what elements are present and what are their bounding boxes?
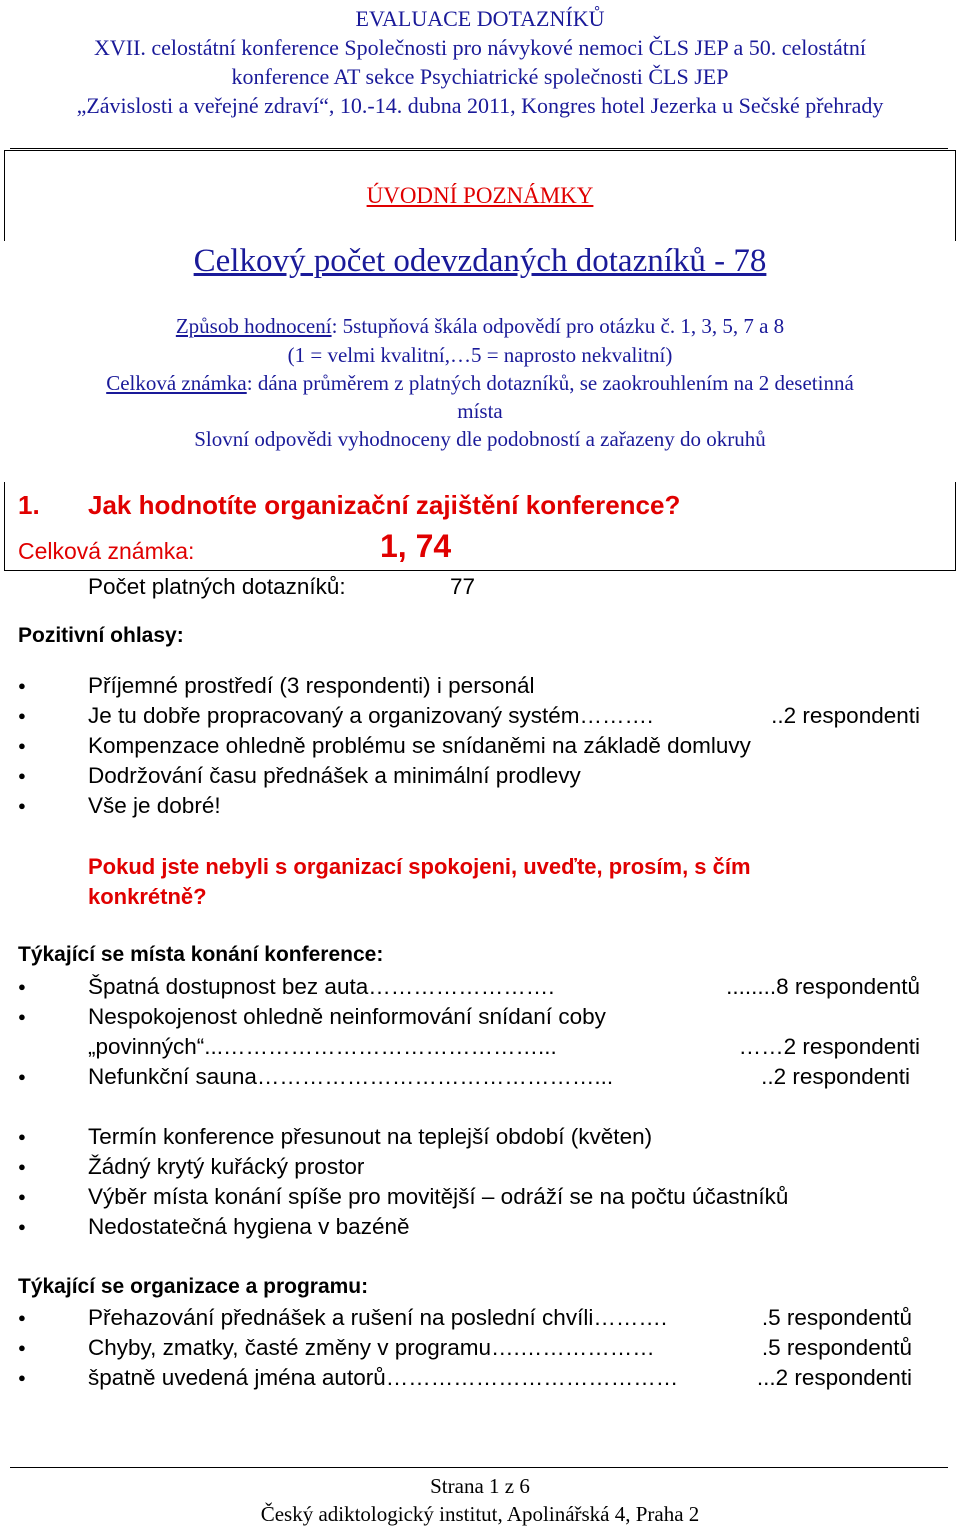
header-line-3: konference AT sekce Psychiatrické společnosti ČLS JEP	[231, 64, 729, 89]
grade-line	[0, 371, 960, 396]
header-title: EVALUACE DOTAZNÍKŮ	[355, 6, 605, 31]
list-item: ● Nespokojenost ohledně neinformování snídaní coby	[18, 1002, 940, 1032]
verbal-line: Slovní odpovědi vyhodnoceny dle podobností a zařazeny do okruhů	[194, 427, 766, 451]
method-line	[0, 314, 960, 339]
page-number: Strana 1 z 6	[430, 1474, 530, 1498]
grade-value: 1, 74	[380, 528, 452, 564]
total-count: Celkový počet odevzdaných dotazníků - 78	[193, 243, 767, 279]
list-item: ● Chyby, zmatky, časté změny v programu….……………… .5 respondentů	[18, 1333, 940, 1363]
list-item: ● Vše je dobré!	[18, 791, 940, 821]
venue-heading: Týkající se místa konání konference:	[18, 943, 384, 966]
sub-question: Pokud jste nebyli s organizací spokojeni, uveďte, prosím, s čím konkrétně?	[88, 854, 751, 909]
footer-address: Český adiktologický institut, Apolinářská 4, Praha 2	[260, 1502, 700, 1526]
list-item: ● Dodržování času přednášek a minimální prodlevy	[18, 761, 940, 791]
list-item: ● Nefunkční sauna………………………………………... ..2 respondenti	[18, 1062, 940, 1092]
question-number: 1.	[18, 490, 40, 520]
header-line-2: XVII. celostátní konference Společnosti pro návykové nemoci ČLS JEP a 50. celostátní	[93, 35, 867, 60]
intro-heading: ÚVODNÍ POZNÁMKY	[366, 183, 594, 208]
footer-divider	[10, 1467, 948, 1468]
list-item: ● špatně uvedená jména autorů………………………………… ...2 respondenti	[18, 1363, 940, 1393]
list-item: ● Nedostatečná hygiena v bazéně	[18, 1212, 940, 1242]
grade-text: : dána průměrem z platných dotazníků, se zaokrouhlením na 2 desetinná	[246, 371, 854, 395]
list-item: ● Termín konference přesunout na teplejší období (květen)	[18, 1122, 940, 1152]
list-item: ● Výběr místa konání spíše pro movitější – odráží se na počtu účastníků	[18, 1182, 940, 1212]
positive-list	[18, 671, 940, 821]
header-line-4: „Závislosti a veřejné zdraví“, 10.-14. dubna 2011, Kongres hotel Jezerka u Sečské přehrady	[76, 93, 884, 118]
list-item: ● Přehazování přednášek a rušení na poslední chvíli………. .5 respondentů	[18, 1303, 940, 1333]
list-item: ● Je tu dobře propracovaný a organizovaný systém………. ..2 respondenti	[18, 701, 940, 731]
scale-line: (1 = velmi kvalitní,…5 = naprosto nekvalitní)	[287, 343, 673, 367]
positive-heading: Pozitivní ohlasy:	[18, 624, 184, 647]
question-text: Jak hodnotíte organizační zajištění konference?	[88, 490, 681, 520]
list-item: ● Kompenzace ohledně problému se snídaněmi na základě domluvy	[18, 731, 940, 761]
method-text: : 5stupňová škála odpovědí pro otázku č. 1, 3, 5, 7 a 8	[331, 314, 785, 338]
grade-line-2: místa	[457, 399, 503, 423]
grade-caption: Celková známka:	[18, 538, 195, 564]
list-item: ● Žádný krytý kuřácký prostor	[18, 1152, 940, 1182]
program-heading: Týkající se organizace a programu:	[18, 1275, 369, 1298]
venue-list-a	[18, 972, 940, 1092]
list-item: „povinných“...……………………………………... ……2 respondenti	[88, 1034, 920, 1059]
list-item: ● Špatná dostupnost bez auta……………………. ........8 respondentů	[18, 972, 940, 1002]
header-divider	[10, 148, 948, 149]
valid-count-value: 77	[450, 574, 476, 599]
valid-count-label: Počet platných dotazníků:	[88, 574, 346, 599]
method-label: Způsob hodnocení	[175, 314, 332, 338]
grade-label: Celková známka	[106, 371, 247, 395]
program-list	[18, 1303, 940, 1393]
list-item: ● Příjemné prostředí (3 respondenti) i personál	[18, 671, 940, 701]
venue-list-b	[18, 1122, 940, 1242]
